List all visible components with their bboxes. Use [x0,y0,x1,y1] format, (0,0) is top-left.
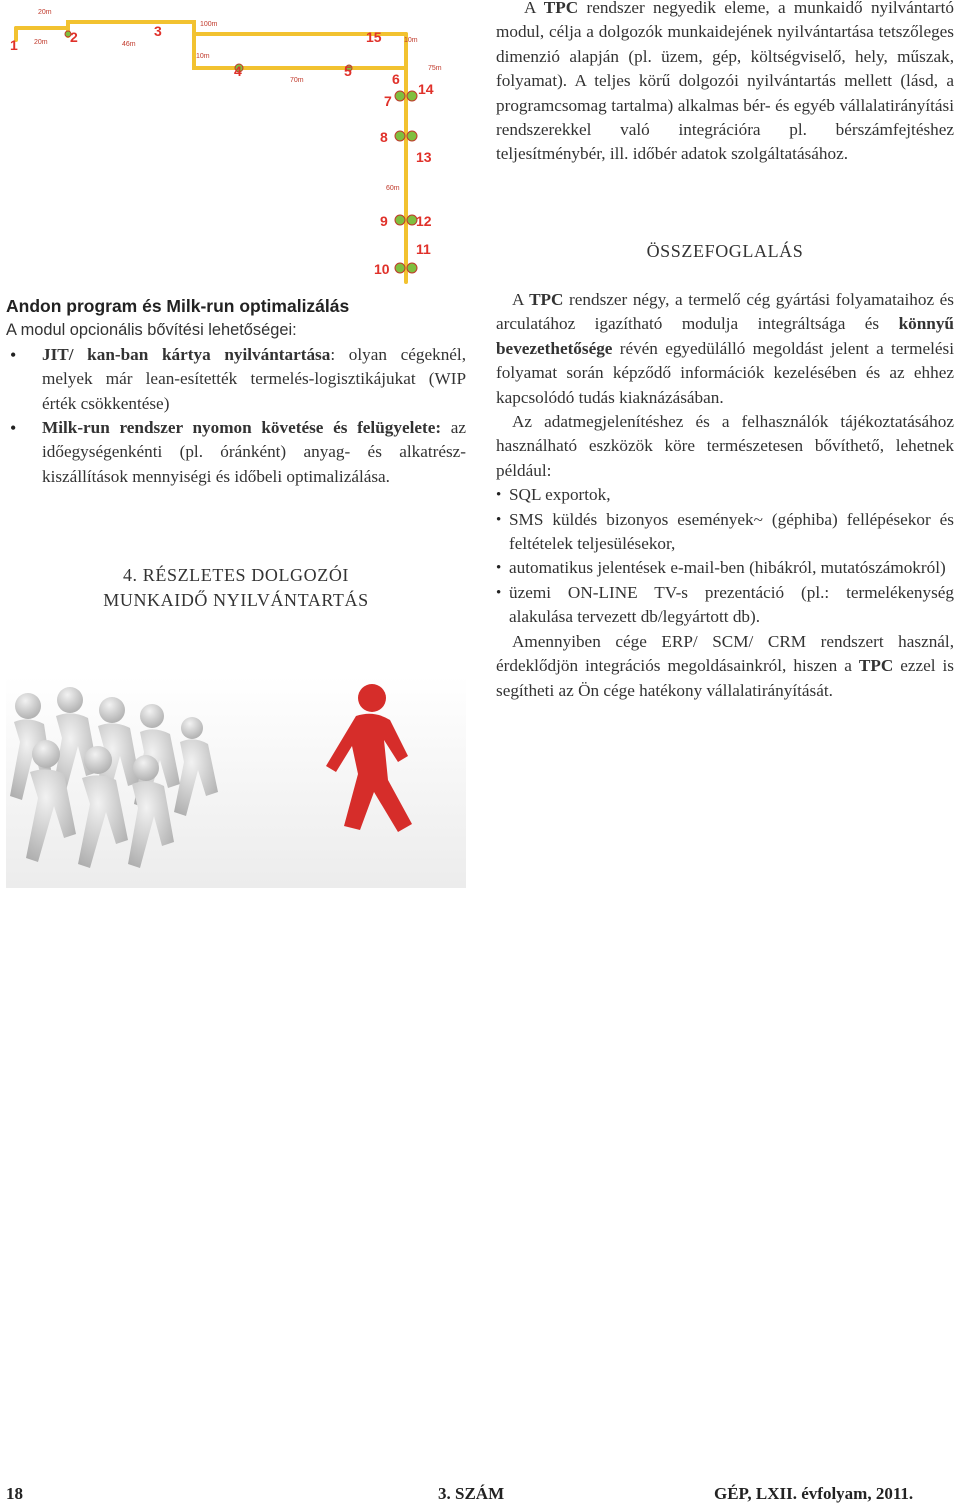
journal-name: GÉP, LXII. évfolyam, 2011. [714,1484,914,1503]
tpc-brand: TPC [858,656,894,676]
summary-bullet-list [496,483,954,629]
list-item: • automatikus jelentések e-mail-ben (hibákról, mutatószámokról) [496,556,954,580]
andon-heading: Andon program és Milk-run optimalizálás [6,296,350,316]
station-marker [395,263,405,273]
station-number: 3 [154,23,162,39]
emphasis: könnyű bevezethetősége [496,314,954,358]
station-number: 13 [416,149,432,165]
section4-heading: 4. RÉSZLETES DOLGOZÓI MUNKAIDŐ NYILVÁNTARTÁS [103,565,369,610]
module4-intro-paragraph: A TPC rendszer negyedik eleme, a munkaidő nyilvántartó modul, célja a dolgozók munkaidejének nyilvántartása tetszőleges dimenzió alapján (pl. üzem, gép, költségviselő, hely, műszak, folyamat). A teljes körű dolgozói nyilvántartás mellett (lásd, a programcsomag tartalma) alkalmas bér- és egyéb vállalatirányítási rendszerekkel való integrációra pl. bérszámfejtéshez teljesítménybér, ill. időbér adatok szolgáltatásához. [496,0,954,164]
distance-label: 60m [386,185,400,192]
distance-label: 75m [428,65,442,72]
list-item: • JIT/ kan-ban kártya nyilvántartása: olyan cégeknél, melyek már lean-esítették termelés-logisztikájukat (WIP érték csökkentése) [6,343,466,416]
list-item: • SMS küldés bizonyos események~ (géphiba) fellépésekor és feltételek teljesülésekor, [496,508,954,557]
distance-label: 70m [290,77,304,84]
station-number: 4 [234,63,242,79]
station-marker [395,131,405,141]
distance-label: 20m [38,9,52,16]
tpc-brand: TPC [529,290,564,309]
station-number: 12 [416,213,432,229]
station-number: 2 [70,29,78,45]
station-number: 6 [392,71,400,87]
page-number: 18 [6,1484,23,1503]
station-number: 10 [374,261,390,277]
distance-label: 10m [196,53,210,60]
summary-heading: ÖSSZEFOGLALÁS [646,241,804,261]
station-number: 7 [384,93,392,109]
station-number: 9 [380,213,388,229]
list-item: • SQL exportok, [496,483,954,507]
distance-label: 10m [404,37,418,44]
issue-number: 3. SZÁM [438,1484,505,1503]
summary-column [496,288,954,703]
andon-intro: A modul opcionális bővítési lehetőségei: [6,321,297,340]
station-marker [395,215,405,225]
station-number: 14 [418,81,434,97]
station-marker [407,91,417,101]
andon-bullet-list [6,343,466,489]
crowd-leader-illustration [6,676,466,888]
station-number: 8 [380,129,388,145]
summary-paragraph-3: Amennyiben cége ERP/ SCM/ CRM rendszert használ, érdeklődjön integrációs megoldásainkról, hiszen a TPC ezzel is segítheti az Ön cége hatékony vállalatirányítását. [496,631,954,700]
distance-label: 20m [34,39,48,46]
distance-label: 100m [200,21,218,28]
list-item: • üzemi ON-LINE TV-s prezentáció (pl.: termelékenység alakulása tervezett db/legyártott db). [496,581,954,630]
list-item: • Milk-run rendszer nyomon követése és felügyelete: az időegységenkénti (pl. óránként) anyag- és alkatrész-kiszállítások mennyiségi és időbeli optimalizálása. [6,416,466,489]
station-number: 11 [416,241,431,257]
tpc-brand: TPC [543,0,579,17]
station-number: 5 [344,63,352,79]
station-marker [395,91,405,101]
station-number: 15 [366,29,382,45]
milk-run-route-map [4,0,450,290]
summary-paragraph-1: A TPC rendszer négy, a termelő cég gyártási folyamataihoz és arculatához igazítható modulja integráltsága és könnyű bevezethetősége révén egyedülálló megoldást jelent a termelési folyamat során képződő információk kezelésében és az ehhez kapcsolódó tudás kiaknázásában. [496,290,954,407]
station-number: 1 [10,37,18,53]
station-marker [407,131,417,141]
andon-section [6,294,466,489]
distance-label: 46m [122,41,136,48]
summary-paragraph-2: Az adatmegjelenítéshez és a felhasználók tájékoztatásához használható eszközök köre természetesen bővíthető, lehetnek például: [496,412,954,480]
station-marker [407,263,417,273]
